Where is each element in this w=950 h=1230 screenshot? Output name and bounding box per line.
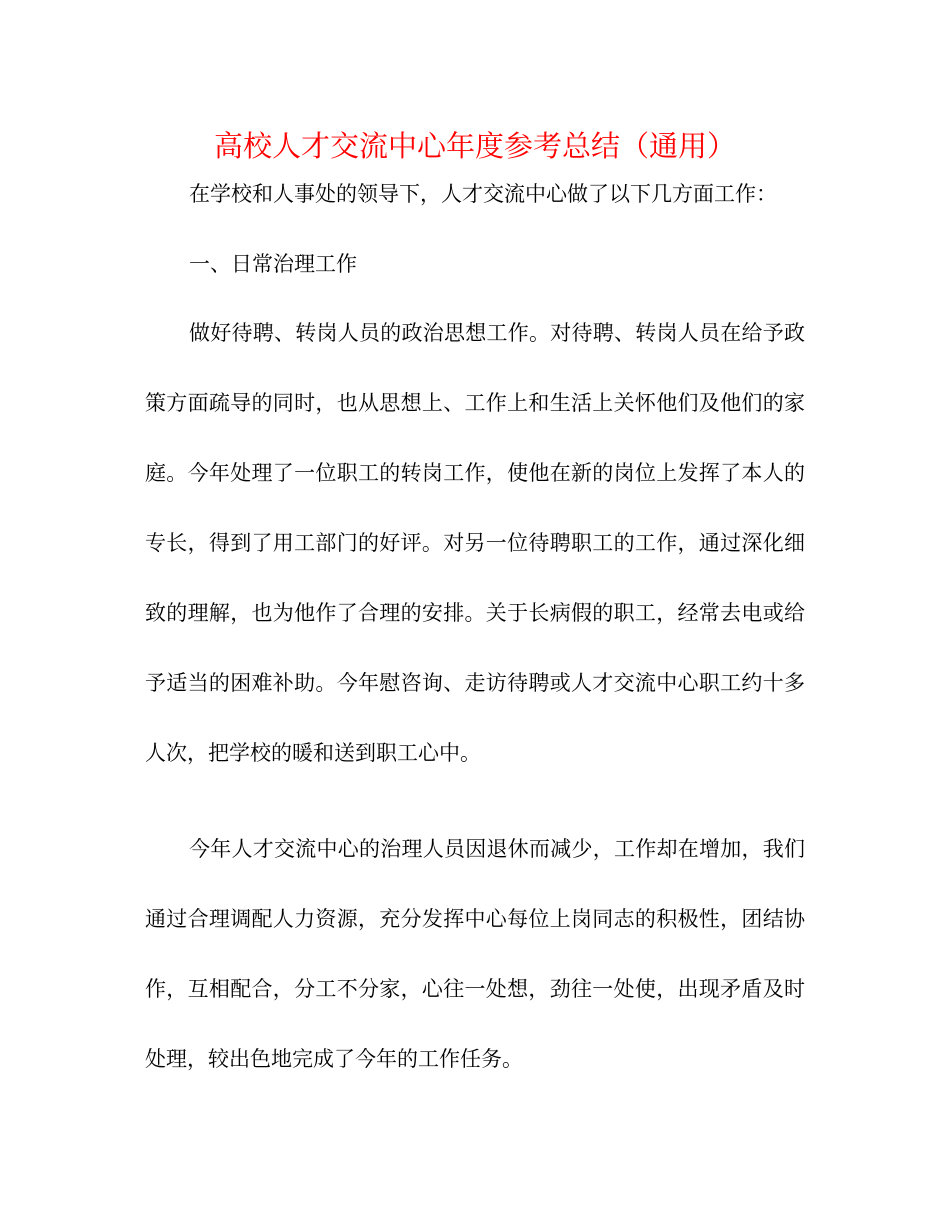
document-title: 高校人才交流中心年度参考总结（通用） xyxy=(213,129,736,163)
section-heading: 一、日常治理工作 xyxy=(189,252,357,276)
intro-paragraph: 在学校和人事处的领导下，人才交流中心做了以下几方面工作： xyxy=(189,182,777,206)
document-body xyxy=(145,172,805,1094)
body-paragraph: 做好待聘、转岗人员的政治思想工作。对待聘、转岗人员在给予政策方面疏导的同时，也从思想上、工作上和生活上关怀他们及他们的家庭。今年处理了一位职工的转岗工作，使他在新的岗位上发挥了本人的专长，得到了用工部门的好评。对另一位待聘职工的工作，通过深化细致的理解，也为他作了合理的安排。关于长病假的职工，经常去电或给予适当的困难补助。今年慰咨询、走访待聘或人才交流中心职工约十多人次，把学校的暖和送到职工心中。 xyxy=(145,321,805,765)
body-paragraph: 今年人才交流中心的治理人员因退休而减少，工作却在增加，我们通过合理调配人力资源，充分发挥中心每位上岗同志的积极性，团结协作，互相配合，分工不分家，心往一处想，劲往一处使，出现矛盾及时处理，较出色地完成了今年的工作任务。 xyxy=(145,837,805,1071)
